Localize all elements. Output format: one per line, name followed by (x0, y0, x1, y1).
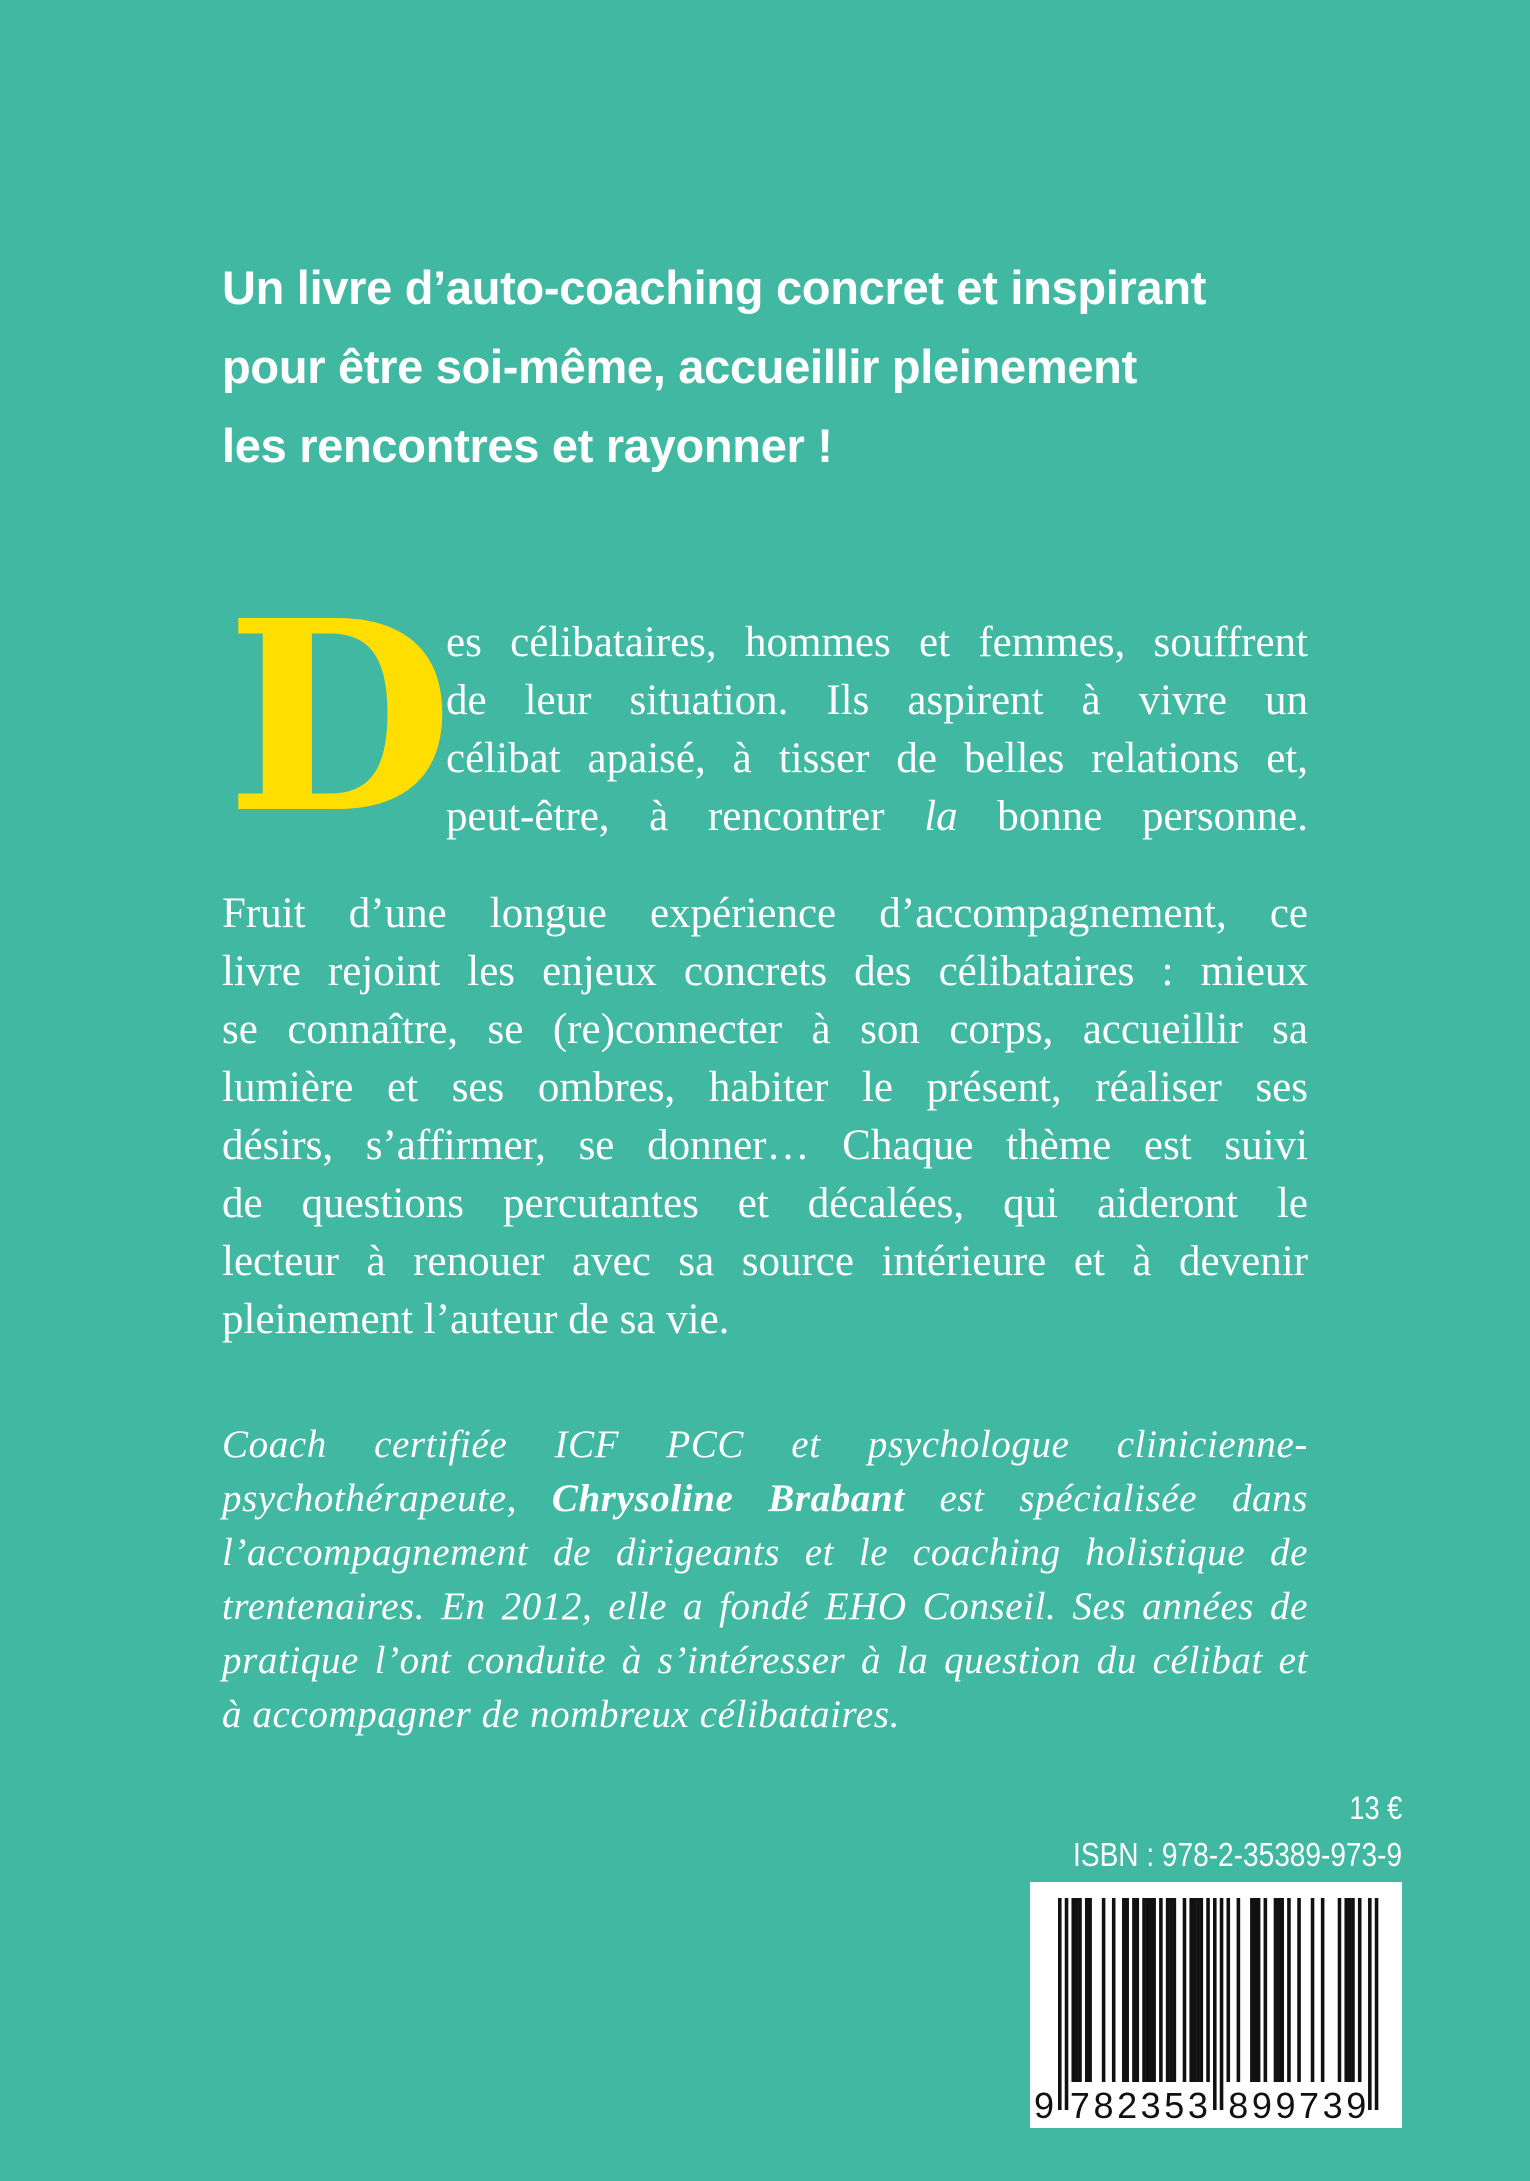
barcode-bar (1264, 1898, 1268, 2082)
barcode-digits: 2 (1117, 2085, 1138, 2126)
barcode-bar (1368, 1898, 1372, 2110)
barcode-bar (1257, 1898, 1261, 2082)
barcode-bar (1078, 1898, 1082, 2082)
barcode-bar (1136, 1898, 1140, 2082)
barcode-digits: 3 (1322, 2085, 1343, 2126)
barcode-digits: 3 (1187, 2085, 1208, 2126)
barcode-bar (1071, 1898, 1075, 2082)
barcode-bar (1132, 1898, 1136, 2082)
barcode-bar (1213, 1898, 1217, 2110)
barcode-bar (1146, 1898, 1150, 2082)
barcode-bar (1088, 1898, 1092, 2082)
text-line: pleinement l’auteur de sa vie. (222, 1296, 730, 1343)
barcode-digits: 8 (1093, 2085, 1114, 2126)
barcode-graphic (1030, 1882, 1402, 2128)
text-line: es célibataires, hommes et femmes, souffrent (446, 619, 1308, 666)
barcode-bar (1058, 1898, 1062, 2110)
text-line: Coach certifiée ICF PCC et psychologue clinicienne- (222, 1423, 1308, 1466)
barcode-bar (1253, 1898, 1257, 2082)
barcode-digits: 9 (1346, 2085, 1367, 2126)
tagline-line: pour être soi-même, accueillir pleinement (222, 340, 1137, 393)
text-line: Fruit d’une longue expérience d’accompagnement, ce (222, 890, 1308, 937)
tagline-line: Un livre d’auto-coaching concret et inspirant (222, 261, 1207, 314)
barcode-bar (1375, 1898, 1379, 2110)
barcode-bar (1250, 1898, 1254, 2082)
barcode-bar (1200, 1898, 1204, 2082)
barcode-bar (1358, 1898, 1362, 2082)
barcode-bar (1065, 1898, 1069, 2110)
text-line: à accompagner de nombreux célibataires. (222, 1693, 900, 1736)
drop-cap: D (226, 563, 454, 871)
barcode-bar (1237, 1898, 1241, 2082)
barcode-bar (1351, 1898, 1355, 2082)
barcode-bar (1159, 1898, 1163, 2082)
body-paragraph (222, 885, 1308, 1349)
text-line: livre rejoint les enjeux concrets des célibataires : mieux (222, 948, 1308, 995)
text-line: se connaître, se (re)connecter à son corps, accueillir sa (222, 1006, 1308, 1053)
text-line: de leur situation. Ils aspirent à vivre un (446, 677, 1308, 724)
text-line (446, 788, 1308, 846)
barcode-bar (1297, 1898, 1301, 2082)
barcode-bar (1344, 1898, 1348, 2082)
barcode-bar (1075, 1898, 1079, 2082)
text-segment: est spécialisée dans (904, 1477, 1308, 1520)
barcode-digits: 5 (1164, 2085, 1185, 2126)
text-line: désirs, s’affirmer, se donner… Chaque thème est suivi (222, 1122, 1308, 1169)
barcode-bar (1220, 1898, 1224, 2110)
price: 13 € (1349, 1790, 1402, 1826)
barcode-bar (1311, 1898, 1315, 2082)
intro-paragraph (446, 614, 1308, 846)
cover-tagline (222, 248, 1206, 485)
barcode-digits: 9 (1033, 2085, 1055, 2126)
italic-emphasis: la (924, 793, 958, 840)
barcode (1030, 1882, 1402, 2128)
text-line: lumière et ses ombres, habiter le présent, réaliser ses (222, 1064, 1308, 1111)
barcode-bar (1166, 1898, 1170, 2082)
barcode-bar (1102, 1898, 1106, 2082)
barcode-bar (1085, 1898, 1089, 2082)
author-bio (222, 1418, 1308, 1742)
text-line: trentenaires. En 2012, elle a fondé EHO Conseil. Ses années de (222, 1585, 1308, 1628)
barcode-bar (1227, 1898, 1231, 2082)
text-segment: peut-être, à rencontrer (446, 793, 925, 840)
barcode-digits: 9 (1275, 2085, 1296, 2126)
barcode-bar (1206, 1898, 1210, 2082)
text-line: lecteur à renouer avec sa source intérieure et à devenir (222, 1238, 1308, 1285)
text-line: l’accompagnement de dirigeants et le coaching holistique de (222, 1531, 1308, 1574)
author-name: Chrysoline Brabant (551, 1477, 905, 1520)
barcode-bar (1274, 1898, 1278, 2082)
text-line: célibat apaisé, à tisser de belles relations et, (446, 735, 1308, 782)
barcode-digits: 9 (1251, 2085, 1272, 2126)
tagline-line: les rencontres et rayonner ! (222, 419, 833, 472)
barcode-bar (1280, 1898, 1284, 2082)
text-line (222, 1472, 1308, 1526)
text-segment: psychothérapeute, (222, 1477, 552, 1520)
barcode-digits: 7 (1299, 2085, 1320, 2126)
barcode-bar (1183, 1898, 1187, 2082)
barcode-bar (1348, 1898, 1352, 2082)
text-segment: bonne personne. (957, 793, 1308, 840)
barcode-bar (1193, 1898, 1197, 2082)
barcode-bar (1169, 1898, 1173, 2082)
barcode-bar (1287, 1898, 1291, 2082)
barcode-bar (1196, 1898, 1200, 2082)
isbn: ISBN : 978-2-35389-973-9 (1072, 1836, 1402, 1873)
barcode-digits: 8 (1228, 2085, 1249, 2126)
barcode-bar (1149, 1898, 1153, 2082)
barcode-bar (1189, 1898, 1193, 2082)
barcode-bar (1142, 1898, 1146, 2082)
barcode-bar (1277, 1898, 1281, 2082)
barcode-digits: 3 (1140, 2085, 1161, 2126)
barcode-digits: 7 (1069, 2085, 1090, 2126)
barcode-bar (1112, 1898, 1116, 2082)
barcode-bar (1321, 1898, 1325, 2082)
barcode-bar (1125, 1898, 1129, 2082)
text-line: pratique l’ont conduite à s’intéresser à la question du célibat et (222, 1639, 1308, 1682)
barcode-bar (1338, 1898, 1342, 2082)
barcode-bar (1152, 1898, 1156, 2082)
barcode-bar (1122, 1898, 1126, 2082)
text-line: de questions percutantes et décalées, qui aideront le (222, 1180, 1308, 1227)
barcode-bar (1173, 1898, 1177, 2082)
